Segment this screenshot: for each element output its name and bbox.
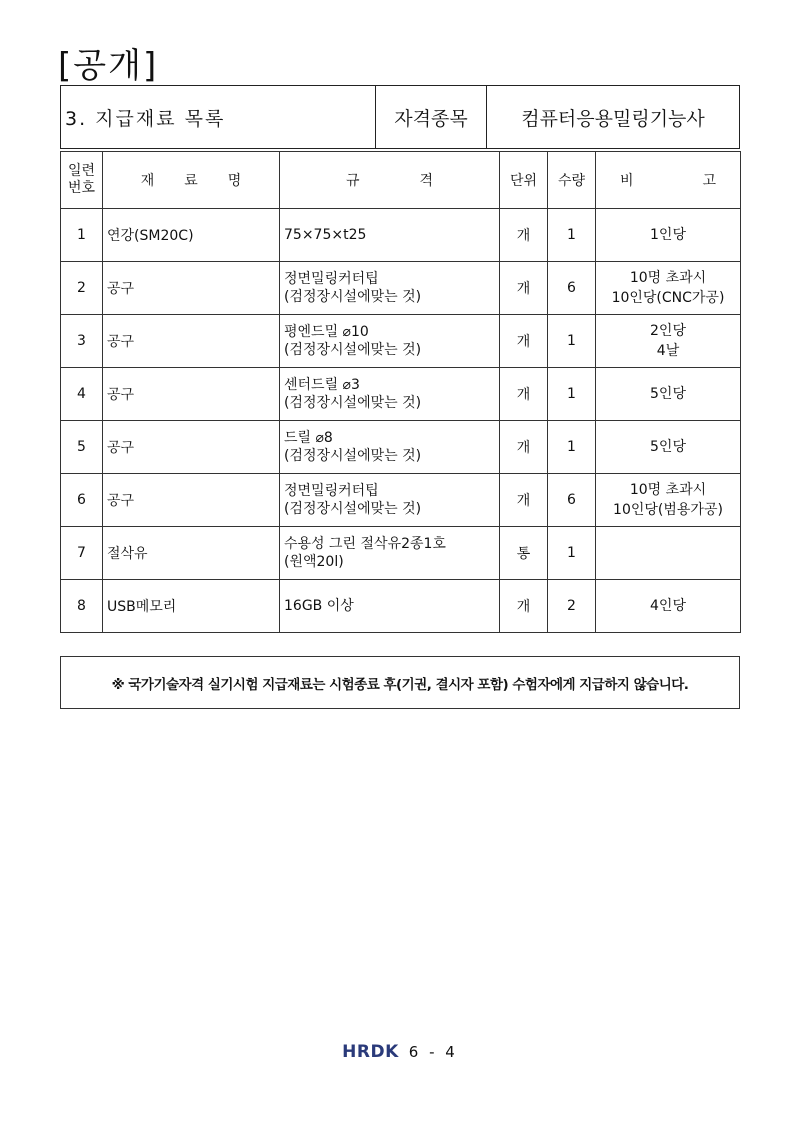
- row-spec-line1: 드릴 ⌀8: [284, 430, 333, 446]
- row-quantity: 1: [548, 368, 596, 421]
- page-number: 6 - 4: [408, 1043, 458, 1061]
- row-number: 1: [61, 209, 103, 262]
- row-material-name: USB메모리: [103, 580, 280, 633]
- row-note-line1: 5인당: [650, 439, 686, 455]
- row-quantity: 1: [548, 209, 596, 262]
- row-spec-line1: 정면밀링커터팁: [284, 271, 379, 287]
- row-spec-line1: 75×75×t25: [284, 227, 367, 243]
- row-spec-line1: 평엔드밀 ⌀10: [284, 324, 369, 340]
- row-spec: [280, 315, 500, 368]
- row-spec-line2: (검정장시설에맞는 것): [284, 501, 422, 517]
- row-spec-line2: (검정장시설에맞는 것): [284, 448, 422, 464]
- row-number: 7: [61, 527, 103, 580]
- table-row: [61, 262, 741, 315]
- row-number: 2: [61, 262, 103, 315]
- row-spec-line1: 정면밀링커터팁: [284, 483, 379, 499]
- row-spec-line1: 16GB 이상: [284, 598, 354, 614]
- row-note: [596, 474, 741, 527]
- hrdk-logo: HRDK: [342, 1042, 399, 1062]
- row-unit: 개: [500, 421, 548, 474]
- row-quantity: 6: [548, 474, 596, 527]
- row-note-line1: 1인당: [650, 227, 686, 243]
- row-material-name: 공구: [103, 315, 280, 368]
- row-spec-line2: (검정장시설에맞는 것): [284, 289, 422, 305]
- row-spec: [280, 368, 500, 421]
- row-material-name: 공구: [103, 474, 280, 527]
- row-quantity: 6: [548, 262, 596, 315]
- row-note-line1: 2인당: [650, 323, 686, 339]
- row-spec: [280, 421, 500, 474]
- row-unit: 통: [500, 527, 548, 580]
- header-number: [61, 152, 103, 209]
- row-note: [596, 368, 741, 421]
- row-unit: 개: [500, 368, 548, 421]
- row-note-line1: 10명 초과시: [629, 482, 707, 498]
- public-tag: [공개]: [58, 46, 159, 86]
- row-note: [596, 421, 741, 474]
- table-row: [61, 209, 741, 262]
- row-quantity: 1: [548, 315, 596, 368]
- row-spec-line1: 수용성 그린 절삭유2종1호: [284, 536, 446, 552]
- page-footer: [0, 1042, 800, 1062]
- table-row: [61, 368, 741, 421]
- row-note-line2: 4날: [656, 343, 680, 359]
- row-unit: 개: [500, 580, 548, 633]
- table-row: [61, 580, 741, 633]
- row-spec: [280, 474, 500, 527]
- row-material-name: 공구: [103, 368, 280, 421]
- row-spec-line2: (검정장시설에맞는 것): [284, 395, 422, 411]
- header-number-line1: 일련: [67, 163, 96, 179]
- row-quantity: 2: [548, 580, 596, 633]
- section-title: 3. 지급재료 목록: [65, 107, 226, 130]
- header-material-name: 재료명: [103, 152, 280, 209]
- header-quantity: 수량: [548, 152, 596, 209]
- row-note: [596, 315, 741, 368]
- table-row: [61, 315, 741, 368]
- row-spec: [280, 262, 500, 315]
- row-spec: [280, 527, 500, 580]
- header-note-a: 비: [620, 173, 634, 189]
- row-note-line1: 4인당: [650, 598, 686, 614]
- row-material-name: 공구: [103, 262, 280, 315]
- row-note-line1: 10명 초과시: [629, 270, 707, 286]
- header-unit: 단위: [500, 152, 548, 209]
- row-note-line1: 5인당: [650, 386, 686, 402]
- row-number: 3: [61, 315, 103, 368]
- qualification-value: 컴퓨터응용밀링기능사: [486, 86, 739, 148]
- row-number: 5: [61, 421, 103, 474]
- row-unit: 개: [500, 315, 548, 368]
- row-number: 4: [61, 368, 103, 421]
- row-note-line2: 10인당(CNC가공): [611, 290, 725, 306]
- table-header-row: [61, 152, 741, 209]
- header-note-b: 고: [702, 173, 716, 189]
- qualification-label: 자격종목: [375, 86, 486, 148]
- row-note: [596, 262, 741, 315]
- row-material-name: 연강(SM20C): [103, 209, 280, 262]
- row-note: [596, 580, 741, 633]
- table-row: [61, 421, 741, 474]
- header-spec: 규격: [280, 152, 500, 209]
- row-spec: [280, 209, 500, 262]
- row-material-name: 공구: [103, 421, 280, 474]
- row-spec: [280, 580, 500, 633]
- header-note: [596, 152, 741, 209]
- header-box: [60, 85, 740, 149]
- materials-table: [60, 151, 741, 633]
- header-number-line2: 번호: [67, 180, 96, 196]
- row-unit: 개: [500, 209, 548, 262]
- notice-text: ※ 국가기술자격 실기시험 지급재료는 시험종료 후(기권, 결시자 포함) 수험자에게 지급하지 않습니다.: [111, 676, 689, 693]
- row-spec-line2: (원액20l): [284, 554, 344, 570]
- row-material-name: 절삭유: [103, 527, 280, 580]
- row-spec-line1: 센터드릴 ⌀3: [284, 377, 360, 393]
- table-row: [61, 527, 741, 580]
- row-note: [596, 209, 741, 262]
- row-quantity: 1: [548, 421, 596, 474]
- row-spec-line2: (검정장시설에맞는 것): [284, 342, 422, 358]
- row-note-line2: 10인당(범용가공): [613, 502, 723, 518]
- row-number: 6: [61, 474, 103, 527]
- row-unit: 개: [500, 262, 548, 315]
- row-unit: 개: [500, 474, 548, 527]
- notice-box: [60, 656, 740, 709]
- table-row: [61, 474, 741, 527]
- row-number: 8: [61, 580, 103, 633]
- row-quantity: 1: [548, 527, 596, 580]
- row-note: [596, 527, 741, 580]
